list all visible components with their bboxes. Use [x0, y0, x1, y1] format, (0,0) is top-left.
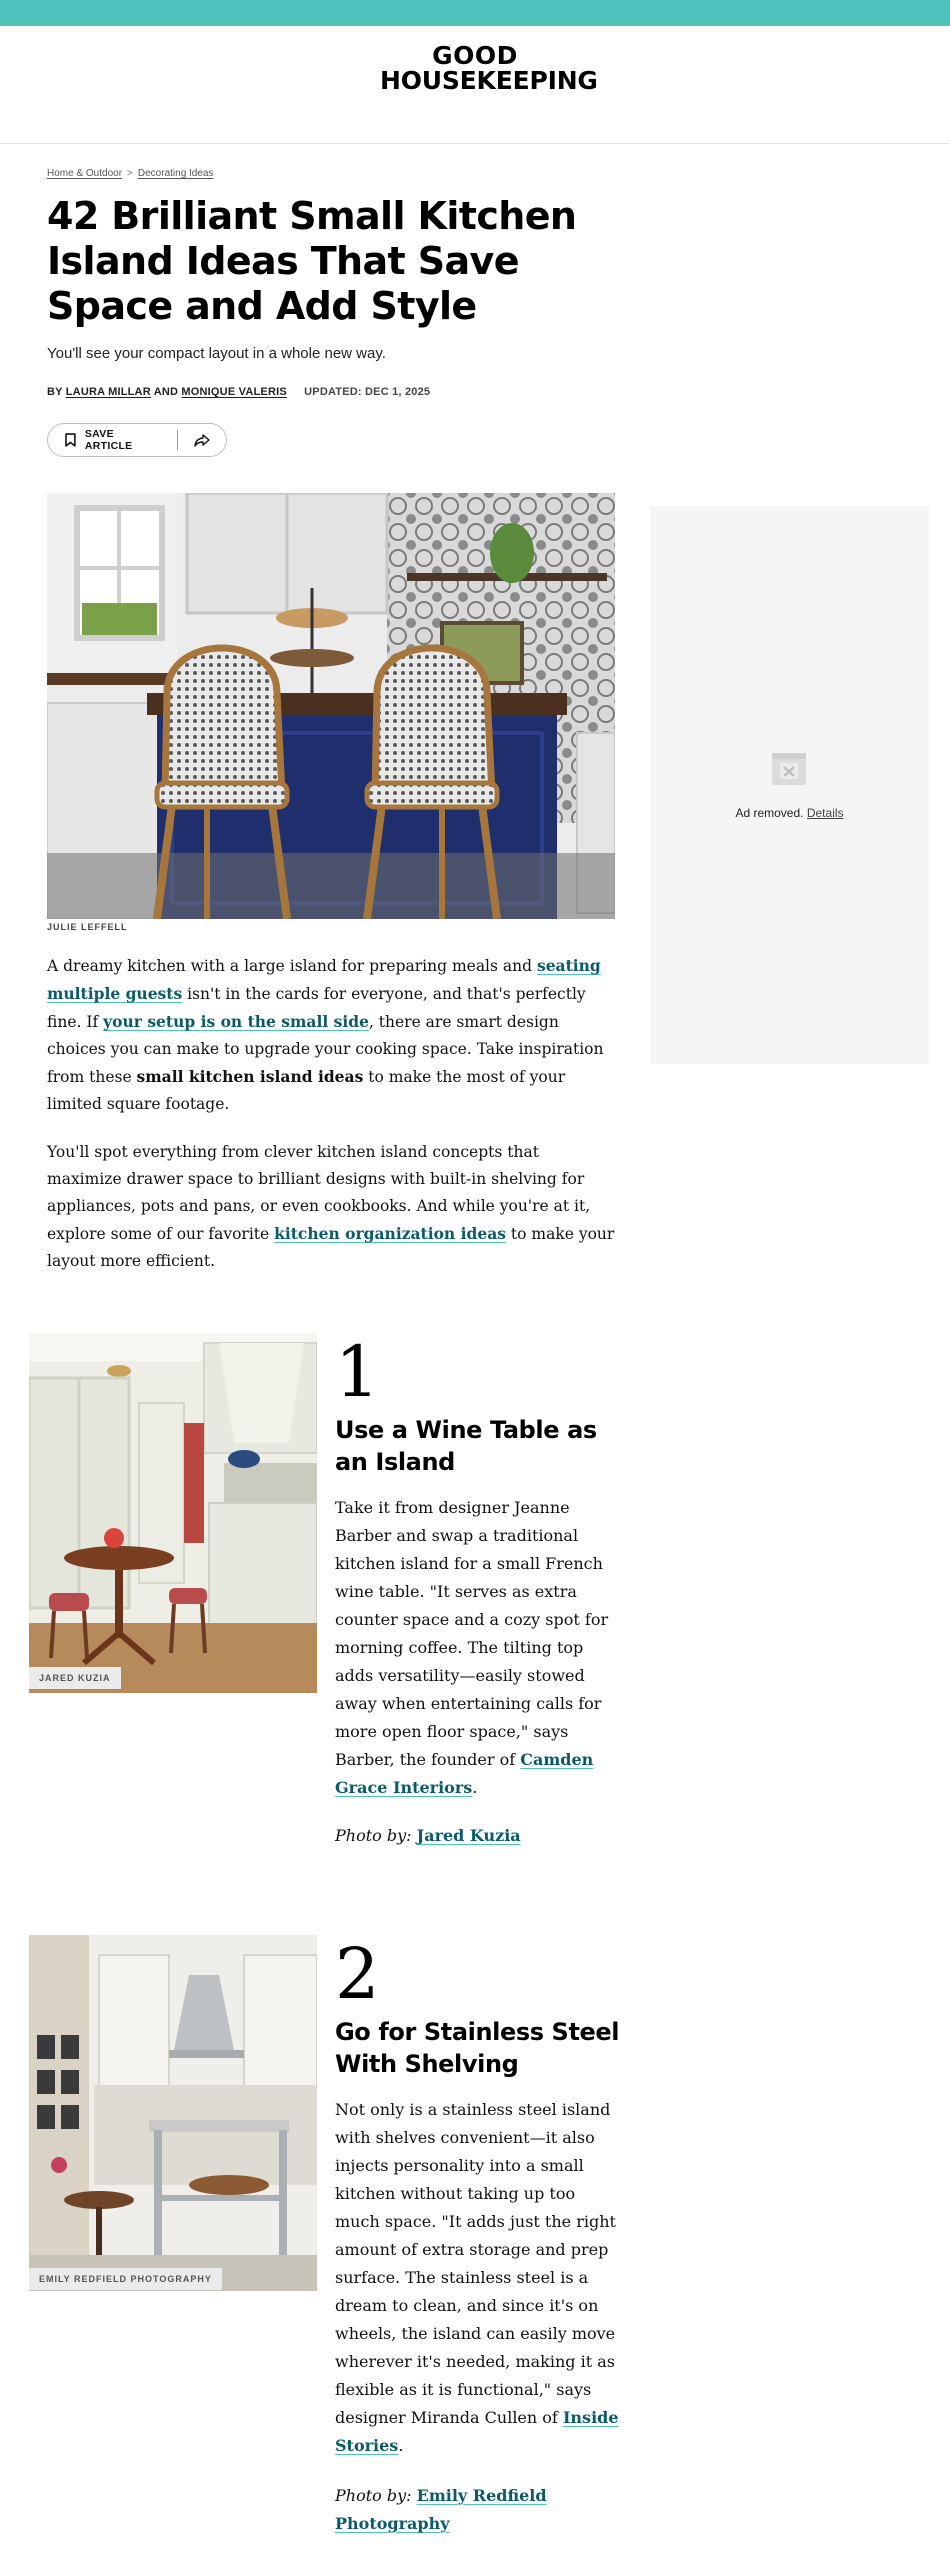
bookmark-icon [65, 433, 76, 447]
byline-by: BY [47, 386, 63, 398]
item-2-number: 2 [335, 1933, 380, 2015]
intro-paragraph-2 [47, 1139, 615, 1275]
item-2-body-text: Not only is a stainless steel island with shelves convenient—it also injects personality into a small kitchen without taking up too much space. "It adds just the right amount of extra storage and prep surface. The stainless steel is a dream to clean, and since it's on wheels, the island can easily move wherever it's needed, making it as flexible as it is functional," says designer Miranda Cullen of [335, 2100, 616, 2427]
item-1-body [335, 1494, 620, 1802]
link-seating-multiple-guests[interactable]: seating multiple guests [47, 956, 601, 1003]
item-2-heading: Go for Stainless Steel With Shelving [335, 2018, 620, 2078]
kitchen-hero-illustration [47, 493, 615, 919]
item-2-photo-credit [335, 2482, 620, 2538]
intro-p1-text-4: to make the most of your limited square footage. [47, 1068, 566, 1113]
updated-date: UPDATED: DEC 1, 2025 [304, 386, 431, 398]
ad-details-link[interactable]: Details [806, 806, 844, 820]
link-inside-stories[interactable]: Inside Stories [335, 2408, 619, 2455]
item-1-body-text: Take it from designer Jeanne Barber and swap a traditional kitchen island for a small French wine table. "It serves as extra counter space and a cozy spot for morning coffee. The tilting top adds versatility—easily stowed away when entertaining calls for more open floor space," says Barber, the founder of [335, 1498, 609, 1769]
breadcrumb-decorating-ideas[interactable]: Decorating Ideas [137, 168, 214, 179]
intro-p1-bold: small kitchen island ideas [136, 1067, 364, 1086]
intro-paragraph-1 [47, 952, 615, 1118]
breadcrumb-separator: > [127, 168, 133, 179]
site-logo[interactable] [380, 41, 598, 95]
intro-p1-text-2: isn't in the cards for everyone, and that's perfectly fine. If [47, 985, 586, 1031]
author-link-2[interactable]: MONIQUE VALERIS [181, 386, 287, 398]
item-2-body [335, 2096, 620, 2460]
top-accent-bar [0, 0, 950, 26]
page-title: 42 Brilliant Small Kitchen Island Ideas That Save Space and Add Style [47, 194, 577, 328]
intro-p1-text-3: , there are smart design choices you can make to upgrade your cooking space. Take inspiration from these [47, 1013, 604, 1086]
item-1-image [29, 1333, 317, 1693]
link-jared-kuzia[interactable]: Jared Kuzia [416, 1826, 521, 1845]
link-emily-redfield-photography[interactable]: Emily Redfield Photography [335, 2486, 547, 2533]
hero-image [47, 493, 615, 919]
save-article-label: SAVE ARTICLE [84, 428, 133, 452]
byline-and: AND [153, 386, 179, 398]
article-actions [47, 423, 227, 457]
item-2-body-end: . [398, 2436, 404, 2455]
logo-line-1: GOOD [432, 41, 518, 70]
item-1-heading: Use a Wine Table as an Island [335, 1416, 597, 1476]
ad-removed-text [650, 806, 929, 820]
item-1-number: 1 [335, 1331, 380, 1413]
logo-line-2: HOUSEKEEPING [380, 65, 598, 95]
item-1-image-credit: JARED KUZIA [29, 1667, 121, 1689]
share-button[interactable] [178, 424, 226, 456]
intro-p1-text-1: A dreamy kitchen with a large island for preparing meals and [47, 957, 537, 975]
share-arrow-icon [194, 434, 210, 447]
article-dek: You'll see your compact layout in a whole new way. [47, 345, 386, 362]
item-2-image [29, 1935, 317, 2291]
byline [47, 386, 430, 398]
ad-removed-icon [771, 752, 807, 786]
site-header [0, 26, 950, 144]
item-1-body-end: . [472, 1778, 478, 1797]
link-setup-small-side[interactable]: your setup is on the small side [103, 1012, 369, 1031]
breadcrumb-home-outdoor[interactable]: Home & Outdoor [47, 168, 123, 179]
ad-placeholder [650, 506, 929, 1064]
save-article-button[interactable] [48, 424, 177, 456]
link-kitchen-organization-ideas[interactable]: kitchen organization ideas [274, 1224, 506, 1243]
link-camden-grace-interiors[interactable]: Camden Grace Interiors [335, 1750, 594, 1797]
intro-p2-text-1: You'll spot everything from clever kitchen island concepts that maximize drawer space to brilliant designs with built-in shelving for appliances, pots and pans, or even cookbooks. And while you're at it, explore some of our favorite [47, 1143, 591, 1243]
item-1-photo-credit [335, 1822, 620, 1850]
hero-image-credit: JULIE LEFFELL [47, 922, 128, 932]
breadcrumb [47, 168, 214, 179]
ad-removed-label: Ad removed. [735, 806, 804, 820]
item-1-photo-label: Photo by: [335, 1826, 412, 1845]
author-link-1[interactable]: LAURA MILLAR [65, 386, 151, 398]
item-2-photo-label: Photo by: [335, 2486, 412, 2505]
intro-p2-text-2: to make your layout more efficient. [47, 1225, 615, 1270]
wine-table-kitchen-illustration [29, 1333, 317, 1693]
stainless-island-kitchen-illustration [29, 1935, 317, 2291]
item-2-image-credit: EMILY REDFIELD PHOTOGRAPHY [29, 2268, 222, 2290]
